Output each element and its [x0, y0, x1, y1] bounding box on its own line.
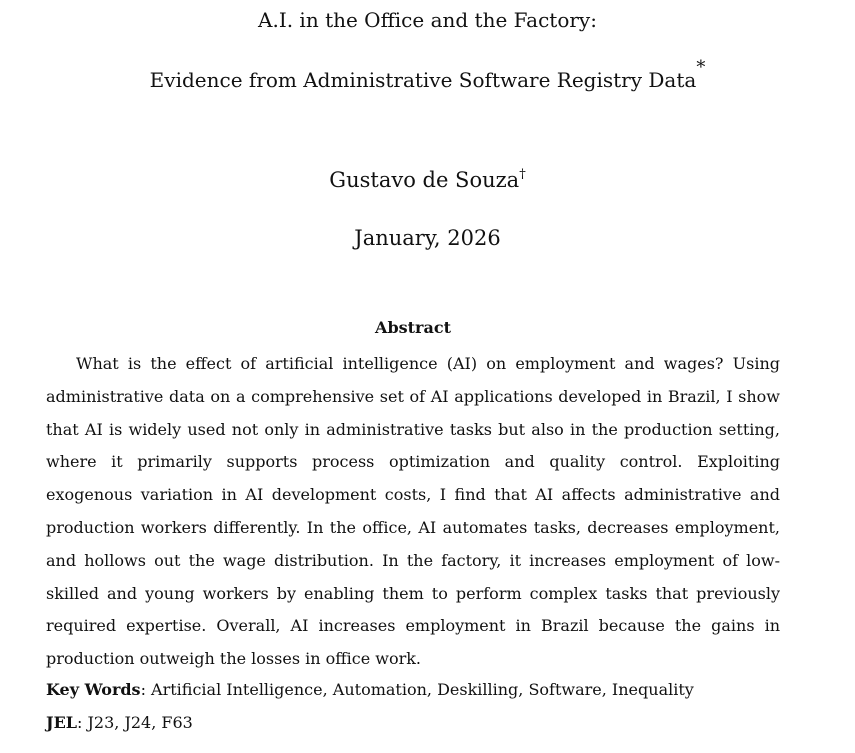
keywords-line: [46, 680, 694, 699]
keywords-label: Key Words: [46, 680, 141, 699]
jel-separator: :: [77, 713, 88, 732]
publication-date: January, 2026: [354, 226, 501, 250]
abstract-text: What is the effect of artificial intelligence (AI) on employment and wages? Using administrative data on a comprehensive set of AI applications developed in Brazil, I show that AI is widely used not only in administrative tasks but also in the production setting, where it primarily supports process optimization and quality control. Exploiting exogenous variation in AI development costs, I find that AI affects administrative and production workers differently. In the office, AI automates tasks, decreases employment, and hollows out the wage distribution. In the factory, it increases employment of low-skilled and young workers by enabling them to perform complex tasks that previously required expertise. Overall, AI increases employment in Brazil because the gains in production outweigh the losses in office work.: [46, 354, 780, 669]
paper-title-line-1-text: A.I. in the Office and the Factory:: [258, 8, 597, 32]
keywords-separator: :: [140, 680, 152, 699]
jel-line: [46, 713, 193, 732]
keywords-value: Artificial Intelligence, Automation, Deskilling, Software, Inequality: [151, 680, 694, 699]
author-footnote-mark: †: [519, 167, 526, 182]
paper-title-line-1: [0, 8, 855, 32]
jel-label: JEL: [46, 713, 78, 732]
abstract-heading: Abstract: [375, 318, 451, 337]
author-name: Gustavo de Souza: [329, 168, 520, 192]
author-line: [0, 168, 855, 192]
jel-value: J23, J24, F63: [87, 713, 193, 732]
title-footnote-mark: *: [696, 57, 706, 78]
paper-title-line-2-text: Evidence from Administrative Software Registry Data: [149, 68, 697, 92]
paper-title-line-2: [0, 57, 855, 92]
